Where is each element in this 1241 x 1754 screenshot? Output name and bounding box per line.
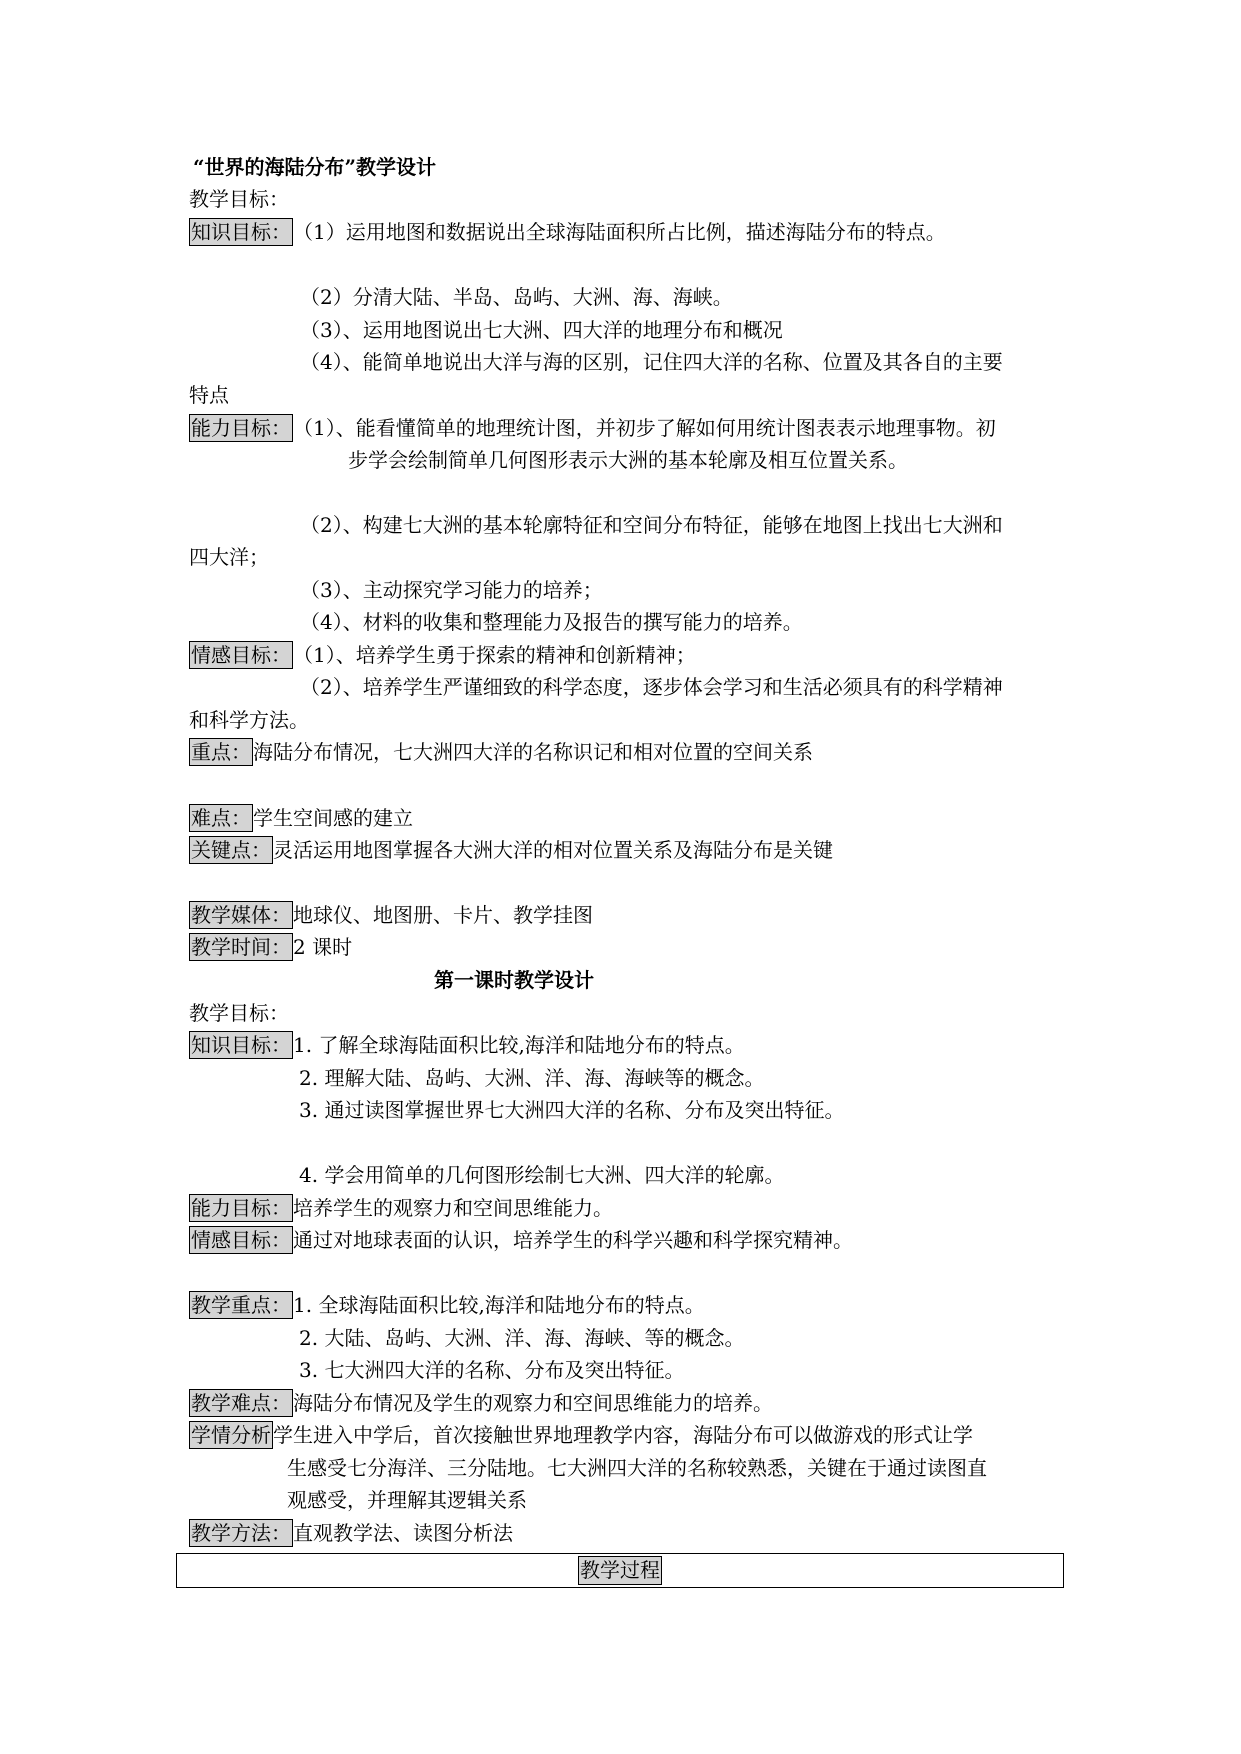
ability-item-1-cont: 步学会绘制简单几何图形表示大洲的基本轮廓及相互位置关系。 xyxy=(348,448,908,472)
lesson1-knowledge-row xyxy=(189,1030,745,1060)
time-label: 教学时间： xyxy=(191,935,291,959)
emotion-item-1: （1）、培养学生勇于探索的精神和创新精神； xyxy=(293,643,696,667)
media-text: 地球仪、地图册、卡片、教学挂图 xyxy=(293,903,593,927)
ability-item-1: （1）、能看懂简单的地理统计图，并初步了解如何用统计图表表示地理事物。初 xyxy=(293,416,996,440)
knowledge-item-4: （4）、能简单地说出大洋与海的区别，记住四大洋的名称、位置及其各自的主要 xyxy=(300,350,1003,374)
teaching-key-item-1: 1. 全球海陆面积比较,海洋和陆地分布的特点。 xyxy=(293,1293,705,1317)
knowledge-item-4-cont: 特点 xyxy=(189,383,229,407)
knowledge-label: 知识目标： xyxy=(191,220,291,244)
teaching-key-label: 教学重点： xyxy=(191,1293,291,1317)
teaching-difficulty-text: 海陆分布情况及学生的观察力和空间思维能力的培养。 xyxy=(293,1391,773,1415)
student-analysis-line-2: 生感受七分海洋、三分陆地。七大洲四大洋的名称较熟悉，关键在于通过读图直 xyxy=(287,1456,987,1480)
teaching-difficulty-row xyxy=(189,1388,773,1418)
lesson1-emotion-label: 情感目标： xyxy=(191,1228,291,1252)
crux-row xyxy=(189,835,833,865)
lesson1-knowledge-item-3: 3. 通过读图掌握世界七大洲四大洋的名称、分布及突出特征。 xyxy=(299,1098,845,1122)
lesson1-ability-row xyxy=(189,1193,613,1223)
time-text: 2 课时 xyxy=(293,935,353,959)
key-point-text: 海陆分布情况，七大洲四大洋的名称识记和相对位置的空间关系 xyxy=(253,740,813,764)
difficulty-label: 难点： xyxy=(191,806,251,830)
ability-item-3: （3）、主动探究学习能力的培养； xyxy=(300,578,603,602)
teaching-process-table-header xyxy=(176,1553,1064,1588)
ability-label: 能力目标： xyxy=(191,416,291,440)
teaching-key-row xyxy=(189,1290,705,1320)
time-row xyxy=(189,932,352,962)
lesson1-objectives-heading: 教学目标： xyxy=(189,1001,289,1025)
ability-item-2: （2）、构建七大洲的基本轮廓特征和空间分布特征，能够在地图上找出七大洲和 xyxy=(300,513,1003,537)
crux-text: 灵活运用地图掌握各大洲大洋的相对位置关系及海陆分布是关键 xyxy=(273,838,833,862)
teaching-difficulty-label: 教学难点： xyxy=(191,1391,291,1415)
student-analysis-line-3: 观感受，并理解其逻辑关系 xyxy=(287,1488,527,1512)
page-title: “世界的海陆分布”教学设计 xyxy=(193,155,437,179)
student-analysis-row xyxy=(189,1420,973,1450)
ability-item-4: （4）、材料的收集和整理能力及报告的撰写能力的培养。 xyxy=(300,610,803,634)
lesson1-emotion-row xyxy=(189,1225,853,1255)
knowledge-item-3: （3）、运用地图说出七大洲、四大洋的地理分布和概况 xyxy=(300,318,783,342)
student-analysis-line-1: 学生进入中学后，首次接触世界地理教学内容，海陆分布可以做游戏的形式让学 xyxy=(273,1423,973,1447)
difficulty-row xyxy=(189,803,413,833)
objectives-heading: 教学目标： xyxy=(189,187,289,211)
emotion-row xyxy=(189,640,696,670)
key-point-label: 重点： xyxy=(191,740,251,764)
student-analysis-label: 学情分析 xyxy=(191,1423,271,1447)
lesson1-knowledge-item-1: 1. 了解全球海陆面积比较,海洋和陆地分布的特点。 xyxy=(293,1033,745,1057)
knowledge-row xyxy=(189,217,946,247)
media-row xyxy=(189,900,593,930)
media-label: 教学媒体： xyxy=(191,903,291,927)
lesson1-knowledge-label: 知识目标： xyxy=(191,1033,291,1057)
knowledge-item-1: （1）运用地图和数据说出全球海陆面积所占比例，描述海陆分布的特点。 xyxy=(293,220,946,244)
teaching-process-label: 教学过程 xyxy=(578,1556,662,1585)
teaching-key-item-2: 2. 大陆、岛屿、大洲、洋、海、海峡、等的概念。 xyxy=(299,1326,745,1350)
lesson1-emotion-text: 通过对地球表面的认识，培养学生的科学兴趣和科学探究精神。 xyxy=(293,1228,853,1252)
lesson1-ability-label: 能力目标： xyxy=(191,1196,291,1220)
emotion-label: 情感目标： xyxy=(191,643,291,667)
ability-row xyxy=(189,413,996,443)
teaching-key-item-3: 3. 七大洲四大洋的名称、分布及突出特征。 xyxy=(299,1358,685,1382)
knowledge-item-2: （2）分清大陆、半岛、岛屿、大洲、海、海峡。 xyxy=(300,285,733,309)
emotion-item-2: （2）、培养学生严谨细致的科学态度，逐步体会学习和生活必须具有的科学精神 xyxy=(300,675,1003,699)
lesson1-knowledge-item-2: 2. 理解大陆、岛屿、大洲、洋、海、海峡等的概念。 xyxy=(299,1066,765,1090)
ability-item-2-cont: 四大洋； xyxy=(189,545,269,569)
key-point-row xyxy=(189,737,813,767)
emotion-item-2-cont: 和科学方法。 xyxy=(189,708,309,732)
method-text: 直观教学法、读图分析法 xyxy=(293,1521,513,1545)
difficulty-text: 学生空间感的建立 xyxy=(253,806,413,830)
method-label: 教学方法： xyxy=(191,1521,291,1545)
crux-label: 关键点： xyxy=(191,838,271,862)
lesson1-ability-text: 培养学生的观察力和空间思维能力。 xyxy=(293,1196,613,1220)
lesson1-title: 第一课时教学设计 xyxy=(434,968,594,992)
lesson1-knowledge-item-4: 4. 学会用简单的几何图形绘制七大洲、四大洋的轮廓。 xyxy=(299,1163,785,1187)
method-row xyxy=(189,1518,513,1548)
